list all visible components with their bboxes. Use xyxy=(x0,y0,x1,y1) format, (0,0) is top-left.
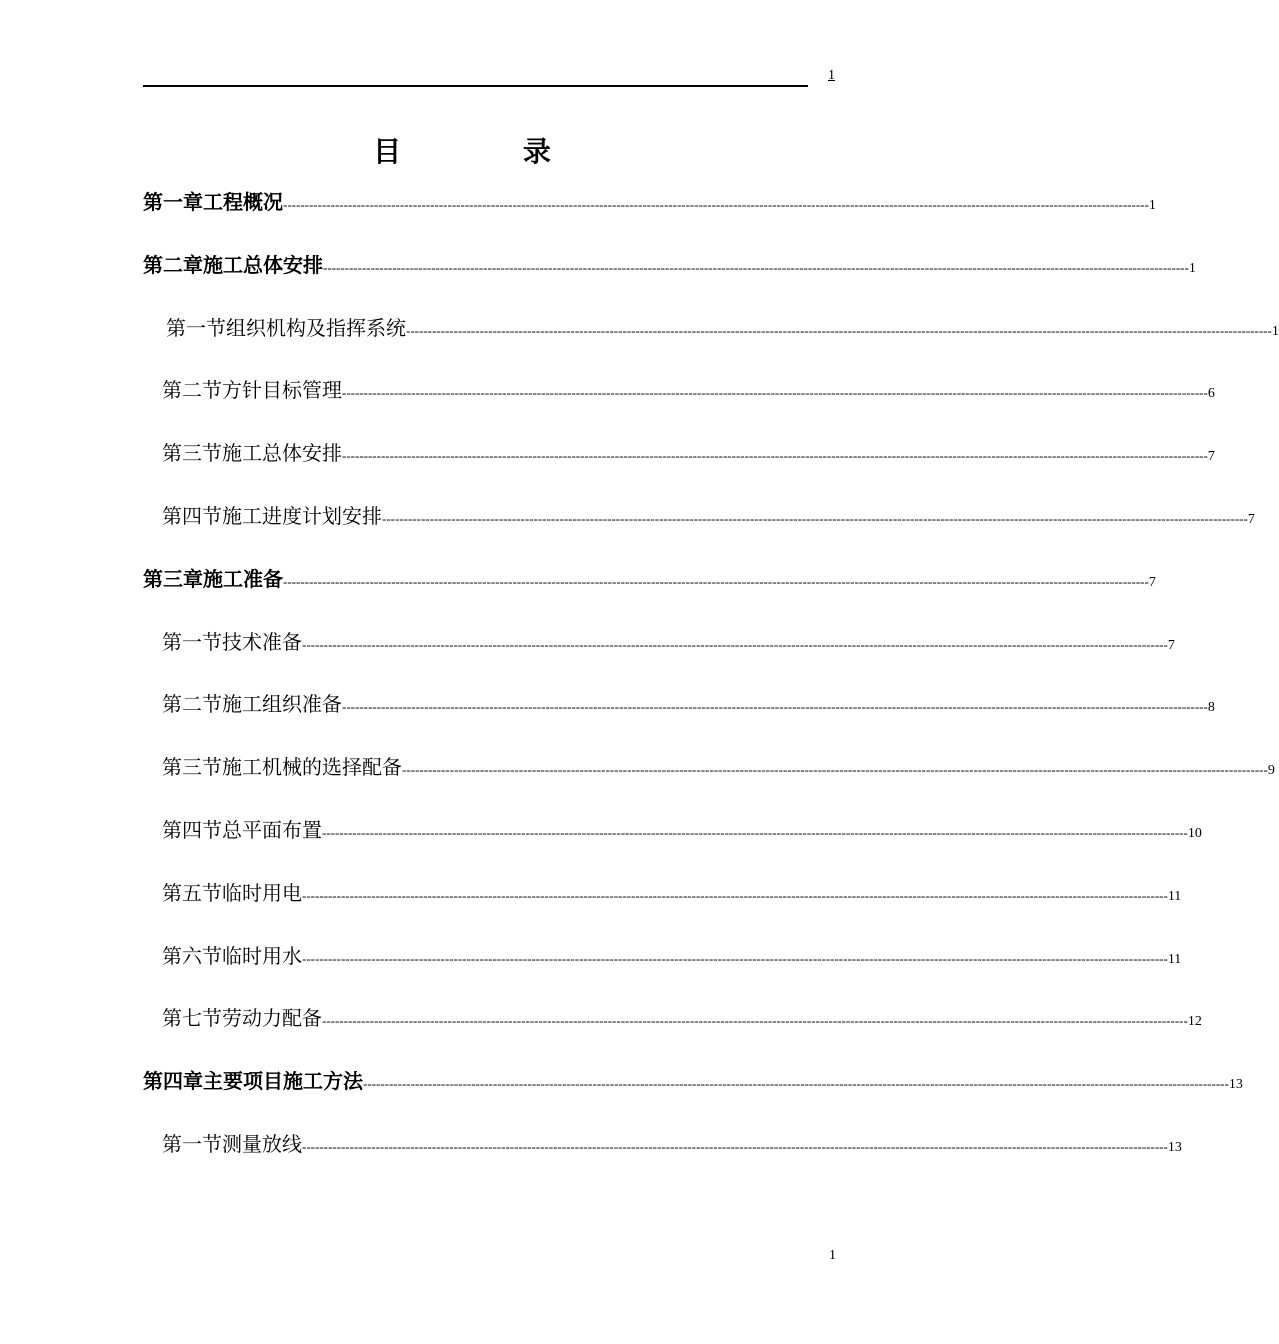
toc-entry-label: 临时用电 xyxy=(222,881,302,905)
toc-leader-dashes: -------------------------------------------------------------------------------------------------------------------------------------------------------------------------------------------------------- xyxy=(342,699,1208,714)
toc-entry-number: 第二节 xyxy=(162,378,222,402)
toc-leader-dashes: -------------------------------------------------------------------------------------------------------------------------------------------------------------------------------------------------------- xyxy=(363,1076,1229,1091)
toc-title: 目 录 xyxy=(373,135,607,168)
toc-leader-dashes: -------------------------------------------------------------------------------------------------------------------------------------------------------------------------------------------------------- xyxy=(406,323,1272,338)
header-rule xyxy=(143,85,808,87)
toc-section-entry[interactable] xyxy=(162,814,1202,844)
toc-leader-dashes: -------------------------------------------------------------------------------------------------------------------------------------------------------------------------------------------------------- xyxy=(322,825,1188,840)
toc-section-entry[interactable] xyxy=(162,877,1182,907)
toc-leader-dashes: -------------------------------------------------------------------------------------------------------------------------------------------------------------------------------------------------------- xyxy=(283,574,1149,589)
toc-entry-page: 10 xyxy=(1187,826,1202,841)
toc-entry-number: 第一节 xyxy=(162,1132,222,1156)
toc-leader-dashes: -------------------------------------------------------------------------------------------------------------------------------------------------------------------------------------------------------- xyxy=(382,511,1248,526)
toc-section-entry[interactable] xyxy=(162,751,1275,781)
toc-entry-page: 6 xyxy=(1207,386,1215,401)
toc-entry-label: 测量放线 xyxy=(222,1132,302,1156)
toc-entry-page: 9 xyxy=(1267,763,1275,778)
toc-section-entry[interactable] xyxy=(162,437,1215,467)
toc-chapter-entry[interactable] xyxy=(143,563,1156,593)
toc-entry-page: 8 xyxy=(1207,700,1215,715)
toc-entry-label: 主要项目施工方法 xyxy=(203,1069,363,1093)
toc-leader-dashes: -------------------------------------------------------------------------------------------------------------------------------------------------------------------------------------------------------- xyxy=(302,637,1168,652)
toc-leader-dashes: -------------------------------------------------------------------------------------------------------------------------------------------------------------------------------------------------------- xyxy=(302,951,1168,966)
toc-leader-dashes: -------------------------------------------------------------------------------------------------------------------------------------------------------------------------------------------------------- xyxy=(323,260,1189,275)
toc-entry-page: 7 xyxy=(1148,575,1156,590)
toc-entry-page: 11 xyxy=(1167,889,1182,904)
toc-entry-page: 7 xyxy=(1167,638,1175,653)
toc-entry-number: 第五节 xyxy=(162,881,222,905)
toc-entry-page: 1 xyxy=(1271,324,1279,339)
toc-entry-label: 临时用水 xyxy=(222,944,302,968)
toc-entry-number: 第一章 xyxy=(143,190,203,214)
toc-entry-number: 第一节 xyxy=(166,316,226,340)
toc-leader-dashes: -------------------------------------------------------------------------------------------------------------------------------------------------------------------------------------------------------- xyxy=(342,448,1208,463)
toc-section-entry[interactable] xyxy=(162,1002,1202,1032)
toc-entry-number: 第二节 xyxy=(162,692,222,716)
toc-entry-number: 第三章 xyxy=(143,567,203,591)
toc-entry-label: 施工进度计划安排 xyxy=(222,504,382,528)
toc-entry-label: 技术准备 xyxy=(222,630,302,654)
toc-entry-label: 施工总体安排 xyxy=(203,253,323,277)
footer-page-number: 1 xyxy=(829,1248,836,1263)
toc-entry-page: 1 xyxy=(1148,198,1156,213)
toc-entry-page: 12 xyxy=(1187,1014,1202,1029)
toc-entry-page: 1 xyxy=(1188,261,1196,276)
header-page-number: 1 xyxy=(828,68,835,83)
toc-leader-dashes: -------------------------------------------------------------------------------------------------------------------------------------------------------------------------------------------------------- xyxy=(302,888,1168,903)
toc-entry-number: 第四节 xyxy=(162,504,222,528)
toc-chapter-entry[interactable] xyxy=(143,249,1196,279)
toc-section-entry[interactable] xyxy=(162,1128,1182,1158)
toc-entry-label: 总平面布置 xyxy=(222,818,322,842)
toc-leader-dashes: -------------------------------------------------------------------------------------------------------------------------------------------------------------------------------------------------------- xyxy=(402,762,1268,777)
toc-entry-label: 工程概况 xyxy=(203,190,283,214)
toc-leader-dashes: -------------------------------------------------------------------------------------------------------------------------------------------------------------------------------------------------------- xyxy=(283,197,1149,212)
toc-entry-number: 第四章 xyxy=(143,1069,203,1093)
toc-leader-dashes: -------------------------------------------------------------------------------------------------------------------------------------------------------------------------------------------------------- xyxy=(342,385,1208,400)
toc-entry-page: 11 xyxy=(1167,952,1182,967)
toc-entry-number: 第四节 xyxy=(162,818,222,842)
toc-entry-label: 施工准备 xyxy=(203,567,283,591)
toc-section-entry[interactable] xyxy=(162,688,1215,718)
toc-leader-dashes: -------------------------------------------------------------------------------------------------------------------------------------------------------------------------------------------------------- xyxy=(302,1139,1168,1154)
toc-entry-label: 组织机构及指挥系统 xyxy=(226,316,406,340)
toc-entry-number: 第二章 xyxy=(143,253,203,277)
toc-section-entry[interactable] xyxy=(166,312,1279,342)
toc-section-entry[interactable] xyxy=(162,374,1215,404)
toc-entry-number: 第三节 xyxy=(162,755,222,779)
toc-section-entry[interactable] xyxy=(162,500,1255,530)
toc-entry-page: 7 xyxy=(1247,512,1255,527)
toc-entry-number: 第一节 xyxy=(162,630,222,654)
toc-leader-dashes: -------------------------------------------------------------------------------------------------------------------------------------------------------------------------------------------------------- xyxy=(322,1013,1188,1028)
toc-entry-number: 第六节 xyxy=(162,944,222,968)
toc-entry-label: 劳动力配备 xyxy=(222,1006,322,1030)
toc-section-entry[interactable] xyxy=(162,940,1182,970)
toc-entry-number: 第三节 xyxy=(162,441,222,465)
toc-entry-page: 7 xyxy=(1207,449,1215,464)
toc-section-entry[interactable] xyxy=(162,626,1175,656)
toc-entry-number: 第七节 xyxy=(162,1006,222,1030)
toc-entry-label: 施工组织准备 xyxy=(222,692,342,716)
toc-entry-page: 13 xyxy=(1228,1077,1243,1092)
toc-entry-label: 方针目标管理 xyxy=(222,378,342,402)
toc-entry-label: 施工总体安排 xyxy=(222,441,342,465)
toc-chapter-entry[interactable] xyxy=(143,186,1156,216)
toc-chapter-entry[interactable] xyxy=(143,1065,1243,1095)
toc-entry-page: 13 xyxy=(1167,1140,1182,1155)
toc-entry-label: 施工机械的选择配备 xyxy=(222,755,402,779)
